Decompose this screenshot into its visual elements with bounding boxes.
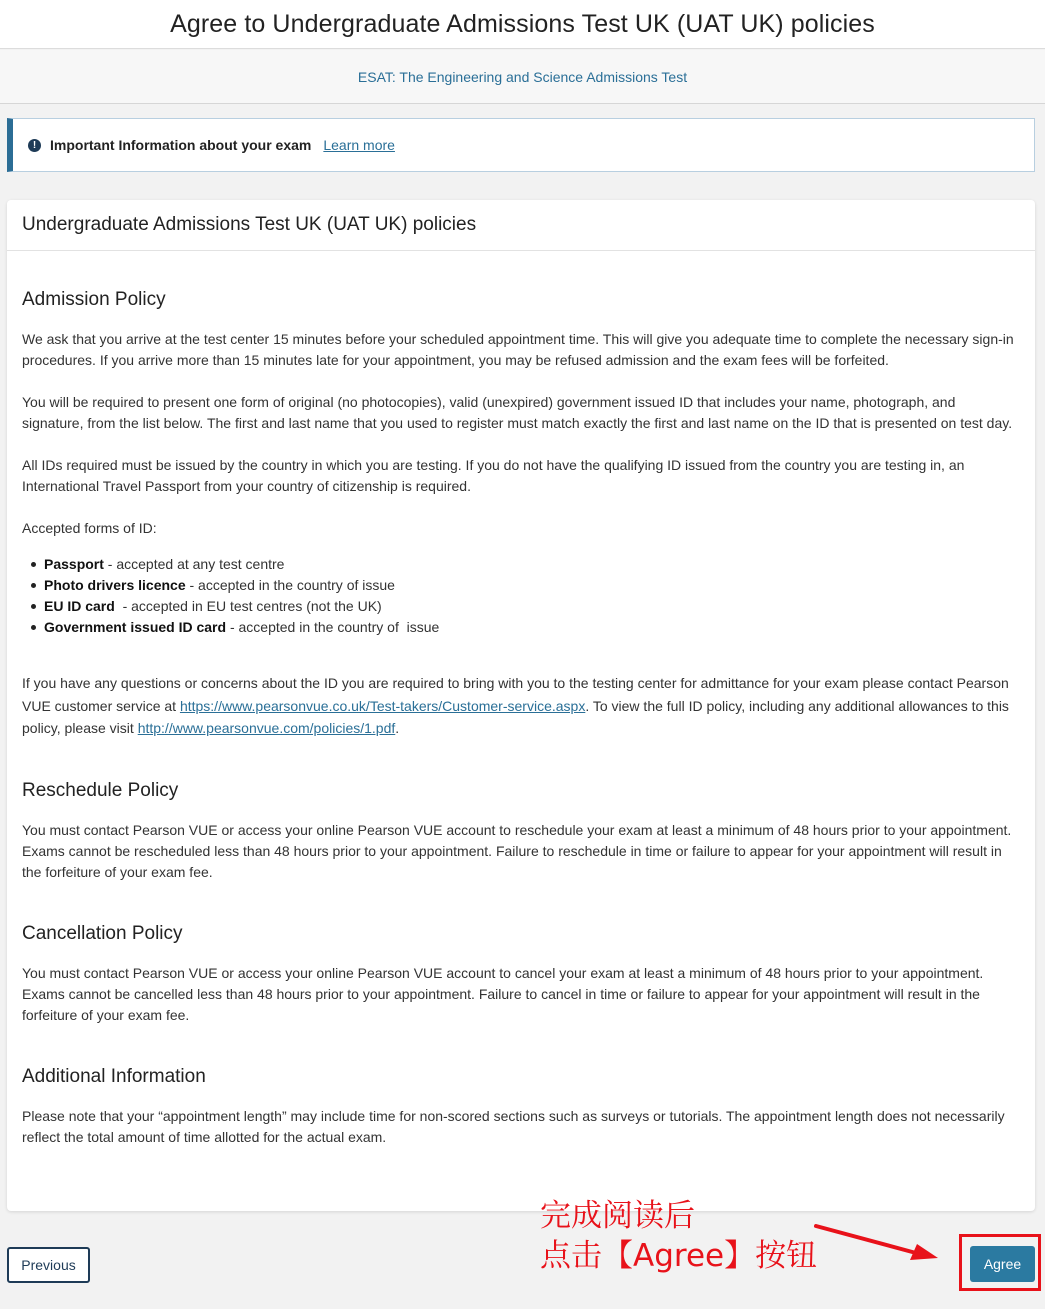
contact-text-3: . bbox=[395, 720, 400, 736]
id-type-detail: - accepted in the country of issue bbox=[226, 619, 440, 635]
policies-card-body bbox=[7, 289, 1035, 1148]
list-item bbox=[22, 596, 1020, 617]
cancellation-policy-text: You must contact Pearson VUE or access your online Pearson VUE account to cancel your exam at least a minimum of 48 hours prior to your appointment. Exams cannot be cancelled less than 48 hours prior to your appointment. Failure to cancel in time or failure to appear for your appointment will result in the forfeiture of your exam fee. bbox=[22, 964, 984, 1023]
accepted-id-list bbox=[22, 554, 1020, 638]
red-arrow-icon bbox=[812, 1222, 942, 1262]
accepted-forms-label: Accepted forms of ID: bbox=[22, 520, 157, 536]
id-type-name: Passport bbox=[44, 556, 104, 572]
list-item bbox=[22, 575, 1020, 596]
cancellation-policy-heading: Cancellation Policy bbox=[22, 922, 183, 944]
reschedule-policy-heading: Reschedule Policy bbox=[22, 779, 179, 801]
annotation-line-1: 完成阅读后 bbox=[540, 1198, 695, 1234]
page-title: Agree to Undergraduate Admissions Test UK (UAT UK) policies bbox=[170, 9, 875, 38]
annotation-line-2: 点击【Agree】按钮 bbox=[540, 1238, 818, 1274]
additional-information-heading: Additional Information bbox=[22, 1065, 206, 1087]
policies-card-title: Undergraduate Admissions Test UK (UAT UK) policies bbox=[22, 214, 477, 235]
id-type-detail: - accepted in the country of issue bbox=[185, 577, 395, 593]
page-header bbox=[0, 0, 1045, 49]
reschedule-policy-text: You must contact Pearson VUE or access your online Pearson VUE account to reschedule your exam at least a minimum of 48 hours prior to your appointment. Exams cannot be rescheduled less than 48 hours prior to your appointment. Failure to reschedule in time or failure to appear for your appointment will result in the forfeiture of your exam fee. bbox=[22, 821, 1012, 880]
contact-text-1: If you have any questions or concerns about the ID you are required to bring with you to the testing center for admittance for your exam please contact Pearson VUE customer service at bbox=[22, 675, 1009, 714]
exam-name: ESAT: The Engineering and Science Admissions Test bbox=[357, 68, 688, 85]
admission-paragraph-1: We ask that you arrive at the test center 15 minutes before your scheduled appointment time. This will give you adequate time to complete the necessary sign-in procedures. If you arrive more than 15 minutes late for your appointment, you may be refused admission and the exam fees will be forfeited. bbox=[22, 331, 1014, 368]
agree-button[interactable]: Agree bbox=[970, 1246, 1035, 1282]
learn-more-link[interactable]: Learn more bbox=[323, 137, 395, 153]
admission-paragraph-2: You will be required to present one form of original (no photocopies), valid (unexpired) government issued ID that includes your name, photograph, and signature, from the list below. The first and last name that you used to register must match exactly the first and last name on the ID that is presented on test day. bbox=[22, 394, 1013, 431]
important-info-banner bbox=[7, 118, 1035, 172]
exam-name-bar bbox=[0, 50, 1045, 104]
id-type-detail: - accepted in EU test centres (not the UK) bbox=[114, 598, 382, 614]
list-item bbox=[22, 554, 1020, 575]
customer-service-link[interactable]: https://www.pearsonvue.co.uk/Test-takers/Customer-service.aspx bbox=[179, 697, 586, 714]
exclamation-icon: ! bbox=[28, 139, 41, 152]
additional-information-text: Please note that your “appointment length” may include time for non-scored sections such as surveys or tutorials. The appointment length does not necessarily reflect the total amount of time allotted for the actual exam. bbox=[22, 1107, 1005, 1145]
id-type-name: EU ID card bbox=[44, 598, 115, 614]
id-contact-paragraph bbox=[22, 672, 1020, 740]
id-type-name: Government issued ID card bbox=[44, 619, 227, 635]
admission-policy-heading: Admission Policy bbox=[22, 289, 166, 310]
previous-button[interactable]: Previous bbox=[7, 1247, 90, 1283]
contact-text-2: . To view the full ID policy, including any additional allowances to this policy, please visit bbox=[22, 697, 1009, 736]
admission-paragraph-3: All IDs required must be issued by the country in which you are testing. If you do not have the qualifying ID issued from the country you are testing in, an International Travel Passport from your country of citizenship is required. bbox=[22, 457, 965, 494]
id-type-name: Photo drivers licence bbox=[44, 577, 186, 593]
list-item bbox=[22, 617, 1020, 638]
id-policy-pdf-link[interactable]: http://www.pearsonvue.com/policies/1.pdf bbox=[137, 720, 396, 736]
policies-card bbox=[7, 200, 1035, 1211]
id-type-detail: - accepted at any test centre bbox=[103, 556, 285, 572]
important-info-text: Important Information about your exam bbox=[50, 137, 312, 153]
instruction-annotation bbox=[540, 1196, 817, 1276]
policies-card-header bbox=[7, 200, 1035, 251]
